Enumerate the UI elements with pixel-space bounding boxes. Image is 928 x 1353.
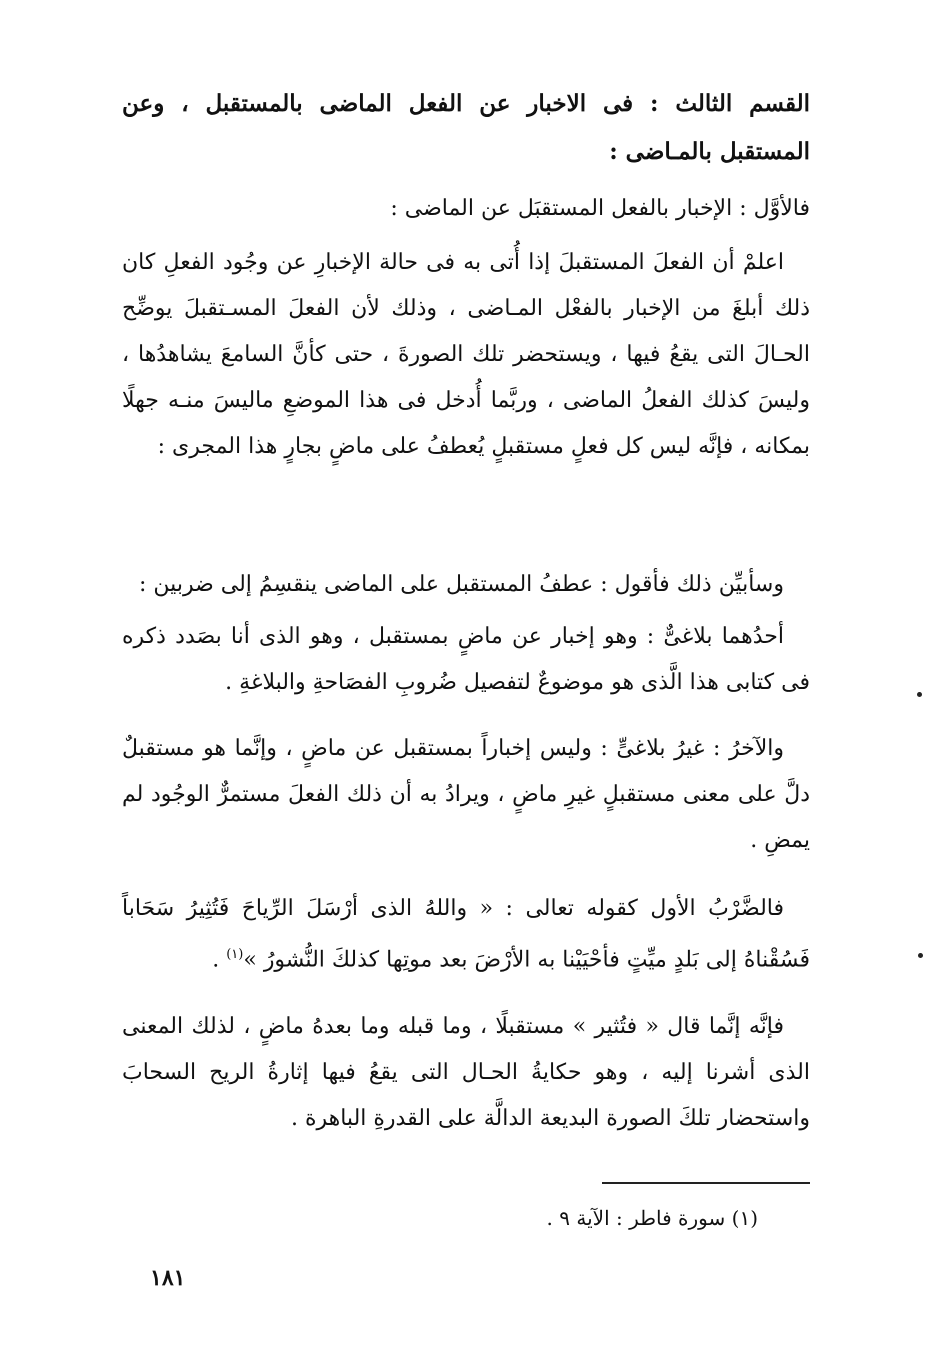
paragraph-6: فإنَّه إنَّما قال « فتُثير » مستقبلًا ، وما قبله وما بعدهُ ماضٍ ، لذلك المعنى الذى أشرنا إليه ، وهو حكايةُ الحـال التى يقعُ فيها إثارةُ الريح السحابَ واستحضار تلكَ الصورة البديعة الدالَّة على القدرةِ الباهرة . — [122, 1014, 810, 1131]
footnote: (١) سورة فاطر : الآية ٩ . — [546, 1206, 758, 1230]
paragraph-2: وسأبيِّن ذلك فأقول : عطفُ المستقبل على الماضى ينقسِمُ إلى ضربين : — [139, 572, 784, 597]
quran-quote: فالضَّرْبُ الأول كقوله تعالى : « واللهُ الذى أرْسَلَ الرِّياحَ فَتُثِيرُ سَحَاباً فَسُقْناهُ إلى بَلدٍ ميِّتٍ فأحْيَيْنا به الأرْضَ بعد موتِها كذلكَ النُّشورُ » — [122, 896, 810, 973]
paragraph-3: أحدُهما بلاغىٌّ : وهو إخبار عن ماضٍ بمستقبل ، وهو الذى أنا بصَدد ذكره فى كتابى هذا الَّذى هو موضوعٌ لتفصيل ضُروبِ الفصَاحةِ والبلاغةِ . — [122, 624, 810, 695]
footnote-ref: (١) — [226, 947, 244, 962]
margin-mark — [917, 692, 922, 697]
paragraph-5 — [122, 886, 810, 983]
section-heading: القسم الثالث : فى الاخبار عن الفعل الماضى بالمستقبل ، وعن المستقبل بالمـاضى : — [122, 90, 810, 165]
paragraph-4: والآخرُ : غيرُ بلاغىٍّ : وليس إخباراً بمستقبل عن ماضٍ ، وإنَّما هو مستقبلٌ دلَّ على معنى مستقبلٍ غيرِ ماضٍ ، ويرادُ به أن ذلك الفعلَ مستمرٌّ الوجُود لم يمضِ . — [122, 736, 810, 853]
page-number: ١٨١ — [150, 1265, 186, 1291]
subsection-title: فالأوَّل : الإخبار بالفعل المستقبَل عن الماضى : — [390, 196, 810, 221]
margin-mark — [918, 953, 923, 958]
paragraph-1: اعلمْ أن الفعلَ المستقبلَ إذا أُتى به فى حالة الإخبارِ عن وجُود الفعلِ كان ذلك أبلغَ من الإخبار بالفعْل المـاضى ، وذلك لأن الفعلَ المسـتقبلَ يوضِّح الحـالَ التى يقعُ فيها ، ويستحضر تلك الصورةَ ، حتى كأنَّ السامعَ يشاهدُها ، وليسَ كذلك الفعلُ الماضى ، وربَّما أُدخل فى هذا الموضعِ ماليسَ منـه جهلًا بمكانه ، فإنَّه ليس كل فعلٍ مستقبلٍ يُعطفُ على ماضٍ بجارٍ هذا المجرى : — [122, 250, 810, 459]
footnote-divider — [602, 1182, 810, 1184]
paragraph-5-end: . — [212, 947, 227, 973]
